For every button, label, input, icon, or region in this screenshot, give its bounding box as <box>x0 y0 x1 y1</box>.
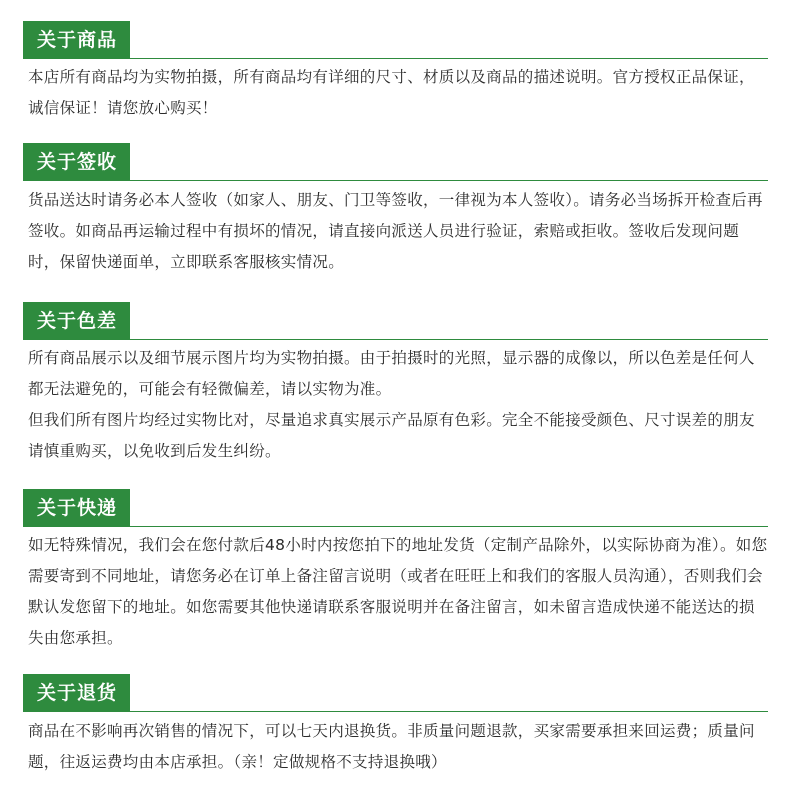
section-divider <box>23 180 768 181</box>
section-body-color-difference <box>28 343 770 467</box>
section-body-product <box>28 62 770 124</box>
section-body-returns <box>28 716 770 778</box>
section-body-delivery <box>28 530 770 654</box>
paragraph: 如无特殊情况，我们会在您付款后48小时内按您拍下的地址发货（定制产品除外，以实际协商为准）。如您需要寄到不同地址，请您务必在订单上备注留言说明（或者在旺旺上和我们的客服人员沟通），否则我们会默认发您留下的地址。如您需要其他快递请联系客服说明并在备注留言，如未留言造成快递不能送达的损失由您承担。 <box>28 536 768 647</box>
section-divider <box>23 58 768 59</box>
section-divider <box>23 526 768 527</box>
section-title-product: 关于商品 <box>23 21 130 59</box>
section-divider <box>23 711 768 712</box>
section-title-color-difference: 关于色差 <box>23 302 130 340</box>
paragraph: 本店所有商品均为实物拍摄，所有商品均有详细的尺寸、材质以及商品的描述说明。官方授权正品保证，诚信保证！请您放心购买！ <box>28 68 755 117</box>
paragraph: 商品在不影响再次销售的情况下，可以七天内退换货。非质量问题退款，买家需要承担来回运费；质量问题，往返运费均由本店承担。（亲！定做规格不支持退换哦） <box>28 722 755 771</box>
section-divider <box>23 339 768 340</box>
section-title-returns: 关于退货 <box>23 674 130 712</box>
paragraph: 货品送达时请务必本人签收（如家人、朋友、门卫等签收，一律视为本人签收）。请务必当场拆开检查后再签收。如商品再运输过程中有损坏的情况，请直接向派送人员进行验证，索赔或拒收。签收后发现问题时，保留快递面单，立即联系客服核实情况。 <box>28 191 763 271</box>
section-title-delivery: 关于快递 <box>23 489 130 527</box>
section-title-signing: 关于签收 <box>23 143 130 181</box>
paragraph: 但我们所有图片均经过实物比对，尽量追求真实展示产品原有色彩。完全不能接受颜色、尺寸误差的朋友请慎重购买，以免收到后发生纠纷。 <box>28 411 755 460</box>
section-body-signing <box>28 185 770 278</box>
paragraph: 所有商品展示以及细节展示图片均为实物拍摄。由于拍摄时的光照，显示器的成像以，所以色差是任何人都无法避免的，可能会有轻微偏差，请以实物为准。 <box>28 349 755 398</box>
